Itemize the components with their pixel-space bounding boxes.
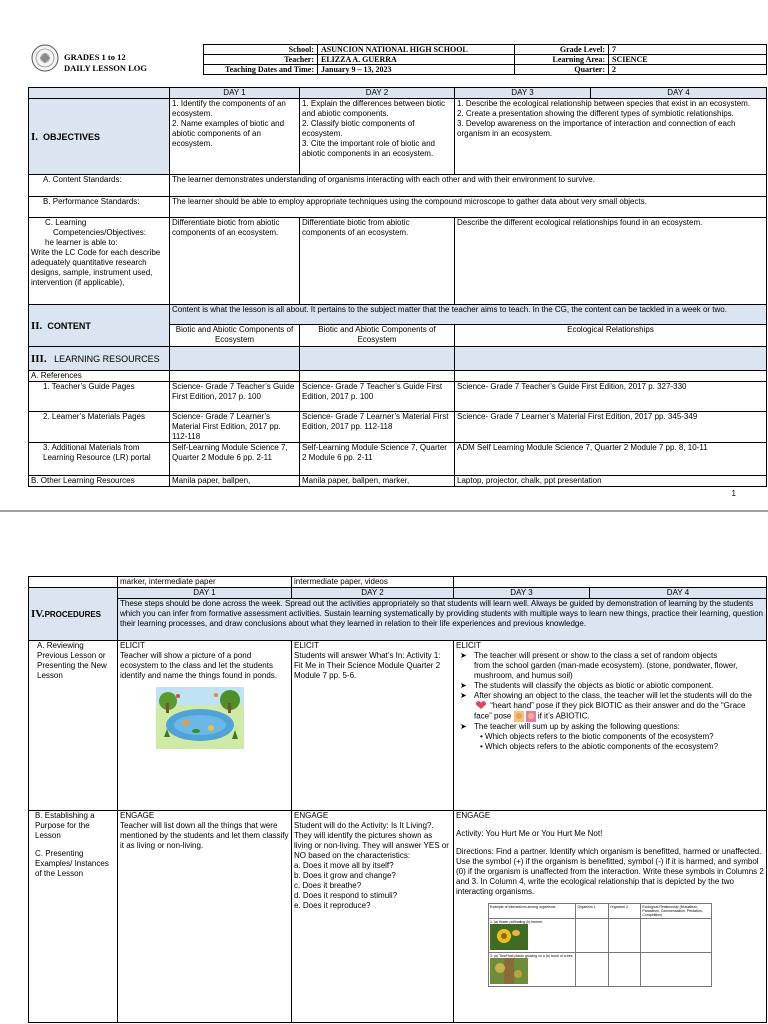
other-resources-day1: Manila paper, ballpen, [170,476,300,487]
learning-resources-row [29,347,767,371]
competencies-label-l4: Write the LC Code for each describe adequately quantitative research designs, sample, instrument used, intervention (if applicable), [31,248,161,287]
reviewing-bullet-3-part1: After showing an object to the class, the teacher will let the students will do the [474,691,752,700]
school-label: School: [204,45,318,55]
reviewing-bullet-2-text: The students will classify the objects as biotic or abiotic component. [474,681,714,690]
procedures-roman: IV. [31,607,45,620]
other-resources-row [29,476,767,487]
worksheet-header-example: Example of Interactions among organisms [489,904,576,919]
reviewing-bullet-1 [456,651,764,661]
additional-materials-day2: Self-Learning Module Science 7, Quarter 2 Module 6 pp. 2-11 [300,443,455,476]
reviewing-bullet-4 [456,722,764,732]
reviewing-bullet-3 [456,691,764,722]
engage-day2-item-b: b. Does it grow and change? [294,871,396,880]
reviewing-bullet-1-text: The teacher will present or show to the class a set of random objects [474,651,718,660]
reviewing-bullet-3-part3: if it’s ABIOTIC. [537,711,590,721]
reviewing-day34 [454,641,767,811]
worksheet-header-org1: Organism 1 [576,904,608,919]
additional-materials-row [29,443,767,476]
competencies-label [29,218,170,305]
other-resources-cont-row [29,577,767,588]
worksheet-row-2 [489,953,576,987]
objectives-day1: 1. Identify the components of an ecosystem. 2. Name examples of biotic and abiotic components of an ecosystem. [170,99,300,175]
day-2-header-p2: DAY 2 [292,588,454,599]
flower-bee-image [490,924,528,950]
engage-day2-item-d: d. Does it respond to stimuli? [294,891,398,900]
worksheet-row-1 [489,919,576,953]
competencies-row [29,218,767,305]
worksheet-row-1-label: 1. (a) flower pollinating (b) bee/ee [490,920,543,924]
additional-materials-day34: ADM Self Learning Module Science 7, Quarter 2 Module 7 pp. 8, 10-11 [455,443,767,476]
worksheet-header-relationship: Ecological Relationship (Mutualism, Parasitism, Commensalism, Predation, Competition) [641,904,712,919]
page-2 [0,512,768,1024]
performance-standards-row [29,197,767,218]
lesson-table-page2 [28,576,767,1023]
procedures-title: PROCEDURES [44,609,102,619]
reviewing-day34-list [456,651,764,752]
learners-materials-day2: Science- Grade 7 Learner’s Material First Edition, 2017 pp. 112-118 [300,412,455,443]
competencies-day34: Describe the different ecological relationships found in an ecosystem. [455,218,767,305]
other-resources-day34: Laptop, projector, chalk, ppt presentation [455,476,767,487]
grade-title-line2: DAILY LESSON LOG [64,63,147,73]
reviewing-label: A. Reviewing Previous Lesson or Presenting the New Lesson [29,641,118,811]
learners-materials-label: 2. Learner’s Materials Pages [29,412,170,443]
grace-face-icon [514,711,536,722]
arrow-bullet-icon: ➤ [460,681,467,690]
learners-materials-row [29,412,767,443]
competencies-label-l3: he learner is able to: [45,238,118,247]
reviewing-day2 [292,641,454,811]
reviewing-question-2: • Which objects refers to the abiotic components of the ecosystem? [480,742,719,751]
teachers-guide-day34: Science- Grade 7 Teacher’s Guide First Edition, 2017 p. 327-330 [455,382,767,412]
reviewing-bullet-2 [456,681,764,691]
performance-standards-text: The learner should be able to employ appropriate techniques using the compound microscope to gather data about very small objects. [170,197,767,218]
engage-day1 [118,811,292,1023]
day-header-empty [29,88,170,99]
grade-level-label: Grade Level: [515,45,609,55]
content-day1: Biotic and Abiotic Components of Ecosystem [170,325,300,347]
content-standards-row [29,175,767,197]
arrow-bullet-icon: ➤ [460,691,467,700]
additional-materials-day1: Self-Learning Module Science 7, Quarter 2 Module 6 pp. 2-11 [170,443,300,476]
reviewing-bullet-4-text: The teacher will sum up by asking the following questions: [474,722,680,731]
competencies-label-l1: C. Learning [45,218,87,227]
engage-day2-item-a: a. Does it move all by itself? [294,861,394,870]
presenting-label: C. Presenting Examples/ Instances of the Lesson [35,849,109,878]
dates-label: Teaching Dates and Time: [204,65,318,75]
dates-value: January 9 – 13, 2023 [318,65,515,75]
day-3-header: DAY 3 [455,88,591,99]
reviewing-question-1: • Which objects refers to the biotic components of the ecosystem? [480,732,714,741]
grade-title-line1: GRADES 1 to 12 [64,52,126,62]
reviewing-day1-head: ELICIT [120,641,145,650]
teachers-guide-day1: Science- Grade 7 Teacher’s Guide First Edition, 2017 p. 100 [170,382,300,412]
content-day34: Ecological Relationships [455,325,767,347]
quarter-label: Quarter: [515,65,609,75]
establishing-presenting-label [29,811,118,1023]
competencies-label-l2: Competencies/Objectives: [53,228,146,237]
reviewing-day34-head: ELICIT [456,641,481,650]
competencies-day1: Differentiate biotic from abiotic components of an ecosystem. [170,218,300,305]
engage-row [29,811,767,1023]
references-label: A. References [29,371,170,382]
content-note: Content is what the lesson is all about. It pertains to the subject matter that the teacher aims to teach. In the CG, the content can be tackled in a week or two. [170,305,767,325]
learners-materials-day1: Science- Grade 7 Learner’s Material First Edition, 2017 pp. 112-118 [170,412,300,443]
procedures-note-row [29,599,767,641]
quarter-value: 2 [609,65,767,75]
school-value: ASUNCION NATIONAL HIGH SCHOOL [318,45,515,55]
objectives-label [29,99,170,175]
reviewing-day1-text: Teacher will show a picture of a pond ecosystem to the class and let the students identify and name the things found in ponds. [120,651,277,680]
reviewing-day2-head: ELICIT [294,641,319,650]
heart-hand-icon [474,701,488,710]
establishing-label: B. Establishing a Purpose for the Lesson [35,811,95,840]
arrow-bullet-icon: ➤ [460,651,467,660]
references-row [29,371,767,382]
header-info-table [203,44,767,75]
day-1-header-p2: DAY 1 [118,588,292,599]
learning-resources-roman: III. [31,352,47,365]
tree-trunk-image [490,958,528,984]
engage-day2-item-e: e. Does it reproduce? [294,901,371,910]
objectives-day2: 1. Explain the differences between biotic and abiotic components. 2. Classify biotic components of ecosystem. 3. Cite the important role of biotic and abiotic components in an ecosystem. [300,99,455,175]
lesson-table-page1 [28,87,767,487]
performance-standards-label: B. Performance Standards: [29,197,170,218]
procedures-label [29,588,118,641]
objectives-day34: 1. Describe the ecological relationship between species that exist in an ecosystem. 2. Create a presentation showing the different types of symbiotic relationships. 3. Develop awareness on the importance of interaction and connection of each organism in an ecosystem. [455,99,767,175]
objectives-title: OBJECTIVES [43,131,101,142]
day-1-header: DAY 1 [170,88,300,99]
teachers-guide-label: 1. Teacher’s Guide Pages [29,382,170,412]
engage-day2-head: ENGAGE [294,811,329,820]
content-label [29,305,170,347]
engage-day34-directions: Directions: Find a partner. Identify which organism is benefitted, harmed or unaffected. Use the symbol (+) if the organism is benefitted, symbol (-) if it is harmed, and symbol (0) if the organism is unaffected from the interaction. Write these symbols in Columns 2 and 3. In Column 4, write the ecological relationship that is depicted by the two interacting organisms. [456,847,764,896]
day-2-header: DAY 2 [300,88,455,99]
day-header-row [29,88,767,99]
worksheet-row-2-label: 3. (a) Tick/Host plants growing on a (b) trunk of a tree [490,954,573,958]
teacher-value: ELIZZA A. GUERRA [318,55,515,65]
learning-area-label: Learning Area: [515,55,609,65]
engage-day2-text: Student will do the Activity: Is It Living?. They will identify the pictures shown as living or non-living. They will answer YES or NO based on the characteristics: [294,821,449,860]
content-note-row [29,305,767,325]
reviewing-row [29,641,767,811]
additional-materials-label: 3. Additional Materials from Learning Resource (LR) portal [29,443,170,476]
learning-resources-label [29,347,170,371]
reviewing-bullet-1-cont: from the school garden (man-made ecosystem). (stone, pondwater, flower, mushroom, and humus soil) [474,661,738,680]
day-4-header-p2: DAY 4 [590,588,767,599]
arrow-bullet-icon: ➤ [460,722,467,731]
pond-ecosystem-image [156,687,244,749]
learning-resources-title: LEARNING RESOURCES [54,353,160,364]
engage-day34-activity: Activity: You Hurt Me or You Hurt Me Not! [456,829,603,838]
other-resources-day1-cont: marker, intermediate paper [118,577,292,588]
procedures-note: These steps should be done across the week. Spread out the activities appropriately so that students will learn well. Always be guided by demonstration of learning by the students which you can infer from formative assessment activities. Sustain learning systematically by providing students with multiple ways to learn new things, practice their learning, question their learning processes, and draw conclusions about what they learned in relation to their life experiences and previous knowledge. [118,599,767,641]
worksheet-header-org2: Organism 2 [608,904,640,919]
competencies-day2: Differentiate biotic from abiotic components of an ecosystem. [300,218,455,305]
content-roman: II. [31,319,43,332]
engage-day2 [292,811,454,1023]
grade-level-value: 7 [609,45,767,55]
engage-day34-head: ENGAGE [456,811,491,820]
teachers-guide-day2: Science- Grade 7 Teacher’s Guide First Edition, 2017 p. 100 [300,382,455,412]
engage-day1-text: Teacher will list down all the things that were mentioned by the students and let them classify it as living or non-living. [120,821,289,850]
page-number: 1 [731,489,736,498]
objectives-roman: I. [31,130,39,143]
other-resources-day2: Manila paper, ballpen, marker, [300,476,455,487]
reviewing-day1 [118,641,292,811]
reviewing-bullet-3-part2: “heart hand” pose if they pick BIOTIC as their answer and do the “Grace face” pose [474,701,746,721]
engage-day1-head: ENGAGE [120,811,155,820]
grade-title [64,52,147,74]
content-day2: Biotic and Abiotic Components of Ecosystem [300,325,455,347]
objectives-row [29,99,767,175]
day-4-header: DAY 4 [591,88,767,99]
relationship-worksheet-table [488,903,712,987]
reviewing-day2-text: Students will answer What’s In: Activity 1: Fit Me in Their Science Module Quarter 2 Module 7 pp. 5-6. [294,651,441,680]
content-title: CONTENT [47,320,91,331]
engage-day2-item-c: c. Does it breathe? [294,881,362,890]
engage-day34 [454,811,767,1023]
other-resources-day2-cont: intermediate paper, videos [292,577,454,588]
day-header-row-2 [29,588,767,599]
teacher-label: Teacher: [204,55,318,65]
deped-seal-icon [31,44,59,72]
other-resources-label: B. Other Learning Resources [29,476,170,487]
learners-materials-day34: Science- Grade 7 Learner’s Material First Edition, 2017 pp. 345-349 [455,412,767,443]
content-standards-label: A. Content Standards: [29,175,170,197]
teachers-guide-row [29,382,767,412]
learning-area-value: SCIENCE [609,55,767,65]
content-standards-text: The learner demonstrates understanding of organisms interacting with each other and with their environment to survive. [170,175,767,197]
day-3-header-p2: DAY 3 [454,588,590,599]
